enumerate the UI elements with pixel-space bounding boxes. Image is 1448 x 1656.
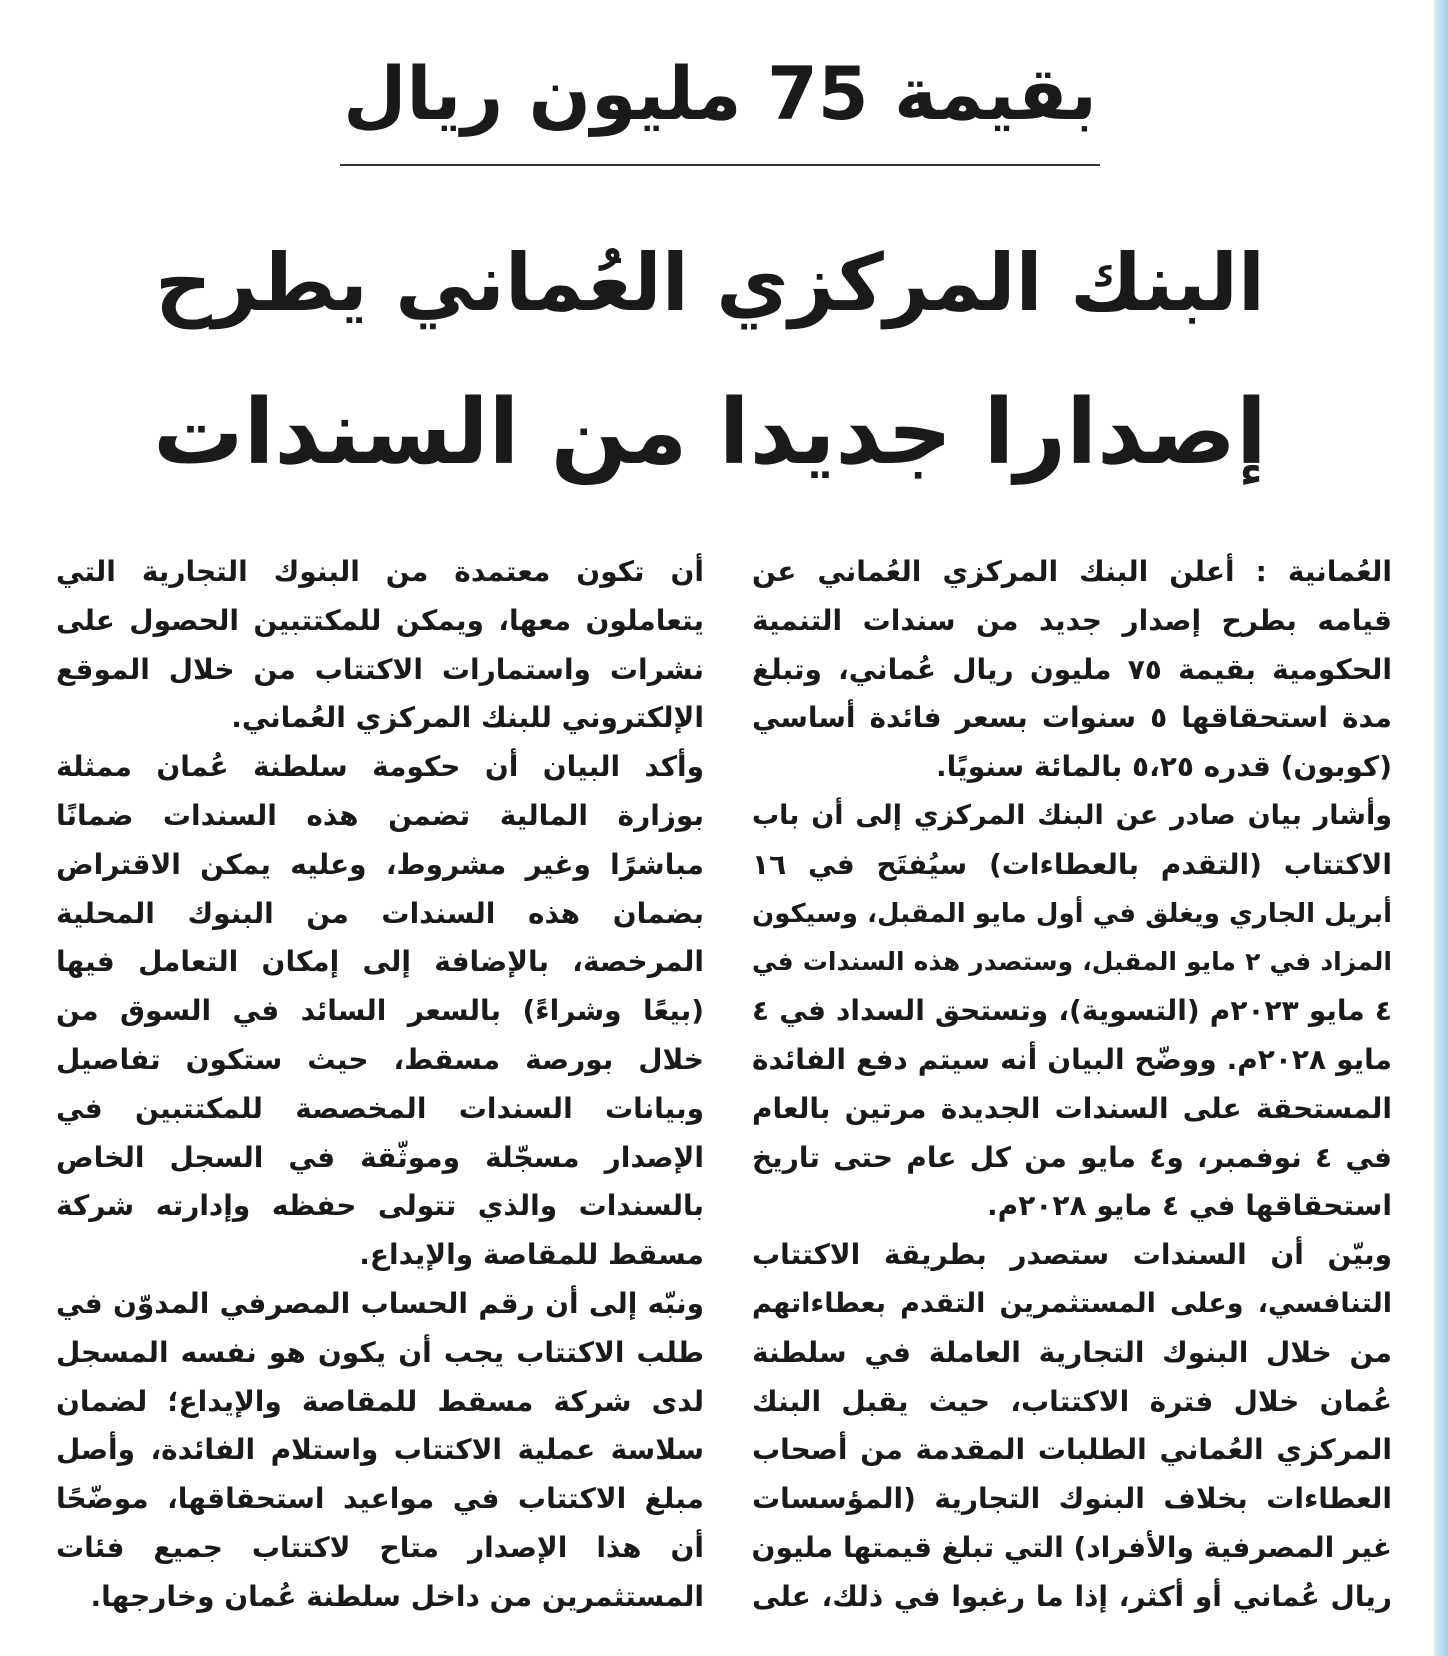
body-line: المستثمرين من داخل سلطنة عُمان وخارجها. [90, 1579, 704, 1613]
body-line: ٤ مايو ٢٠٢٣م (التسوية)، وتستحق السداد في ٤ [752, 994, 1392, 1028]
body-line: طلب الاكتتاب يجب أن يكون هو نفسه المسجل [56, 1335, 704, 1369]
body-line: بوزارة المالية تضمن هذه السندات ضمانًا [56, 798, 704, 832]
body-line: ريال عُماني أو أكثر، إذا ما رغبوا في ذلك، على [752, 1579, 1392, 1613]
body-line: مدة استحقاقها ٥ سنوات بسعر فائدة أساسي [752, 701, 1392, 735]
body-line: أن هذا الإصدار متاح لاكتتاب جميع فئات [56, 1530, 704, 1564]
body-line: المركزي العُماني الطلبات المقدمة من أصحاب [752, 1433, 1392, 1467]
body-line: الإلكتروني للبنك المركزي العُماني. [231, 701, 704, 735]
body-line: قيامه بطرح إصدار جديد من سندات التنمية [752, 603, 1392, 637]
body-line: سلاسة عملية الاكتتاب واستلام الفائدة، وأصل [56, 1433, 704, 1467]
body-line: مايو ٢٠٢٨م. ووضّح البيان أنه سيتم دفع الفائدة [752, 1042, 1392, 1076]
body-line: ونبّه إلى أن رقم الحساب المصرفي المدوّن في [56, 1286, 704, 1320]
body-line-text: أعلن البنك المركزي العُماني عن [752, 555, 1235, 588]
body-column-left [56, 548, 704, 1648]
body-line: بالسندات والذي تتولى حفظه وإدارته شركة [56, 1189, 704, 1223]
body-line [752, 548, 1392, 597]
headline [150, 208, 1270, 508]
body-line: المزاد في ٢ مايو المقبل، وستصدر هذه السندات في [752, 947, 1392, 977]
body-line: مسقط للمقاصة والإيداع. [359, 1238, 704, 1272]
body-line: الإصدار مسجّلة وموثّقة في السجل الخاص [56, 1140, 704, 1174]
body-line: الاكتتاب (التقدم بالعطاءات) سيُفتَح في ١٦ [752, 847, 1392, 881]
body-line: لدى شركة مسقط للمقاصة والإيداع؛ لضمان [56, 1384, 704, 1418]
body-line: المرخصة، بالإضافة إلى إمكان التعامل فيها [56, 945, 704, 979]
body-line: العطاءات بخلاف البنوك التجارية (المؤسسات [752, 1482, 1392, 1516]
body-line: التنافسي، وعلى المستثمرين التقدم بعطاءاتهم [752, 1287, 1392, 1319]
body-line: يتعاملون معها، ويمكن للمكتتبين الحصول على [56, 603, 704, 637]
body-line: وأشار بيان صادر عن البنك المركزي إلى أن باب [752, 799, 1392, 831]
body-line: وبيانات السندات المخصصة للمكتتبين في [56, 1091, 704, 1125]
body-line: أبريل الجاري ويغلق في أول مايو المقبل، وسيكون [752, 898, 1392, 929]
body-line: وبيّن أن السندات ستصدر بطريقة الاكتتاب [752, 1238, 1392, 1272]
kicker-block [340, 40, 1100, 166]
dateline: العُمانية : [1255, 555, 1392, 588]
body-line: المستحقة على السندات الجديدة مرتين بالعام [752, 1091, 1392, 1125]
body-line: وأكد البيان أن حكومة سلطنة عُمان ممثلة [56, 750, 704, 784]
body-line: عُمان خلال فترة الاكتتاب، حيث يقبل البنك [752, 1384, 1392, 1418]
body-line: نشرات واستمارات الاكتتاب من خلال الموقع [56, 652, 704, 686]
body-line: أن تكون معتمدة من البنوك التجارية التي [56, 555, 704, 588]
body-line: بضمان هذه السندات من البنوك المحلية [56, 896, 704, 930]
headline-line: البنك المركزي العُماني يطرح [155, 237, 1265, 329]
headline-line: إصدارا جديدا من السندات [153, 380, 1267, 485]
body-line: الحكومية بقيمة ٧٥ مليون ريال عُماني، وتبلغ [752, 652, 1392, 686]
body-line: مبلغ الاكتتاب في مواعيد استحقاقها، موضّحًا [56, 1482, 704, 1516]
body-line: مباشرًا وغير مشروط، وعليه يمكن الاقتراض [56, 847, 704, 881]
body-line: استحقاقها في ٤ مايو ٢٠٢٨م. [987, 1189, 1392, 1223]
body-line: في ٤ نوفمبر، و٤ مايو من كل عام حتى تاريخ [752, 1140, 1392, 1174]
body-column-right [752, 548, 1392, 1648]
body-line: من خلال البنوك التجارية العاملة في سلطنة [752, 1335, 1392, 1369]
body-line: غير المصرفية والأفراد) التي تبلغ قيمتها مليون [752, 1530, 1392, 1564]
page-edge-strip [1434, 0, 1448, 1656]
body-line: (كوبون) قدره ٥،٢٥ بالمائة سنويًا. [936, 750, 1392, 784]
body-line: (بيعًا وشراءً) بالسعر السائد في السوق من [56, 994, 704, 1028]
kicker-title: بقيمة 75 مليون ريال [343, 52, 1097, 137]
body-line: خلال بورصة مسقط، حيث ستكون تفاصيل [56, 1042, 704, 1076]
